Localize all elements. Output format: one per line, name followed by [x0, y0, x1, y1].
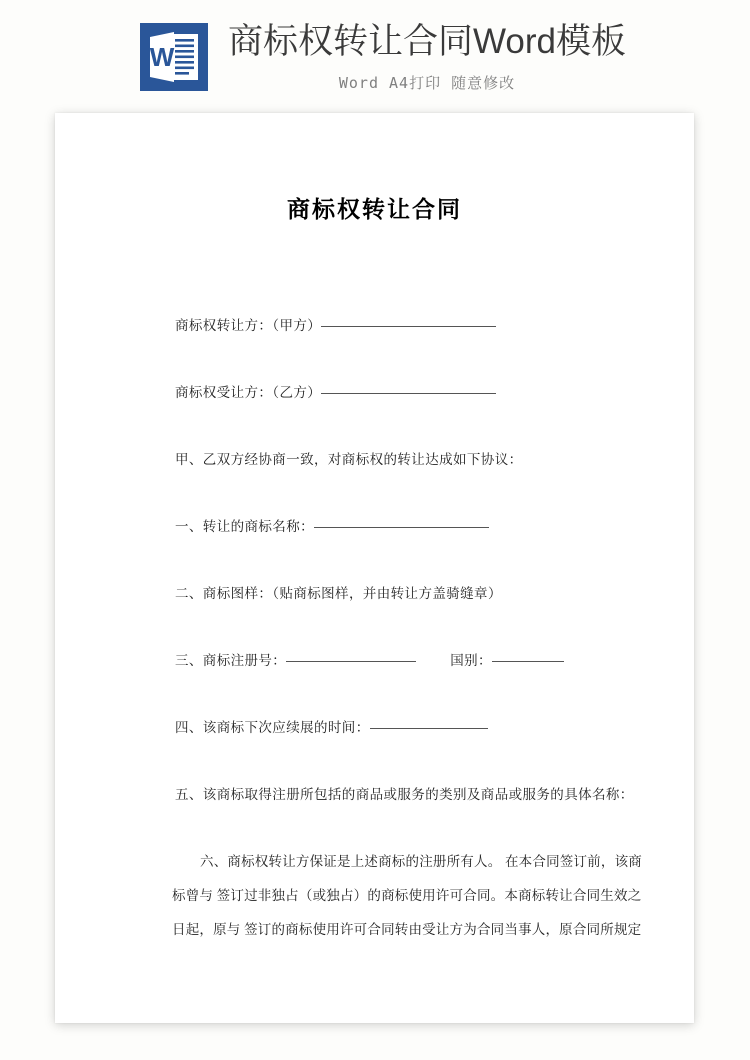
paragraph-agreement-intro [175, 443, 625, 477]
item-3-label: 三、商标注册号： [175, 653, 287, 668]
page-subtitle: Word A4打印 随意修改 [338, 74, 516, 92]
paragraph-transferor-label: 商标权转让方：（甲方） [175, 318, 322, 333]
document-page-surface [55, 113, 694, 1023]
document-title: 商标权转让合同 [287, 196, 462, 222]
item-5-label: 五、该商标取得注册所包括的商品或服务的类别及商品或服务的具体名称： [175, 787, 634, 802]
paragraph-transferee-label: 商标权受让方：（乙方） [175, 385, 322, 400]
item-4-label: 四、该商标下次应续展的时间： [175, 720, 370, 735]
item-3-registration-blank-line [286, 661, 416, 662]
paragraph-item-3 [175, 644, 625, 678]
item-1-blank-line [314, 527, 489, 528]
document-body [172, 309, 642, 980]
agreement-intro-text: 甲、乙双方经协商一致，对商标权的转让达成如下协议： [175, 452, 523, 467]
transferee-blank-line [321, 393, 496, 394]
header-content [140, 20, 626, 94]
paragraph-item-1 [175, 510, 625, 544]
paragraph-transferor [175, 309, 625, 343]
item-3-country-label: 国别： [450, 653, 492, 668]
paragraph-item-2 [175, 577, 625, 611]
paragraph-transferee [175, 376, 625, 410]
paragraph-item-4 [175, 711, 625, 745]
item-4-blank-line [370, 728, 488, 729]
header-text-block [228, 20, 626, 94]
document-page [55, 113, 694, 1023]
word-document-icon [140, 23, 208, 91]
item-1-label: 一、转让的商标名称： [175, 519, 314, 534]
svg-text:W: W [149, 42, 175, 72]
page-title: 商标权转让合同Word模板 [228, 22, 626, 61]
paragraph-item-6: 六、商标权转让方保证是上述商标的注册所有人。 在本合同签订前，该商标曾与 签订过非独占（或独占）的商标使用许可合同。本商标转让合同生效之日起，原与 签订的商标使用许可合同转由受让方为合同当事人，原合同所规定 [172, 854, 642, 937]
item-3-country-blank-line [492, 661, 564, 662]
header-banner [0, 0, 750, 108]
item-2-label: 二、商标图样：（贴商标图样，并由转让方盖骑缝章） [175, 586, 502, 601]
transferor-blank-line [321, 326, 496, 327]
paragraph-item-5 [175, 778, 634, 812]
